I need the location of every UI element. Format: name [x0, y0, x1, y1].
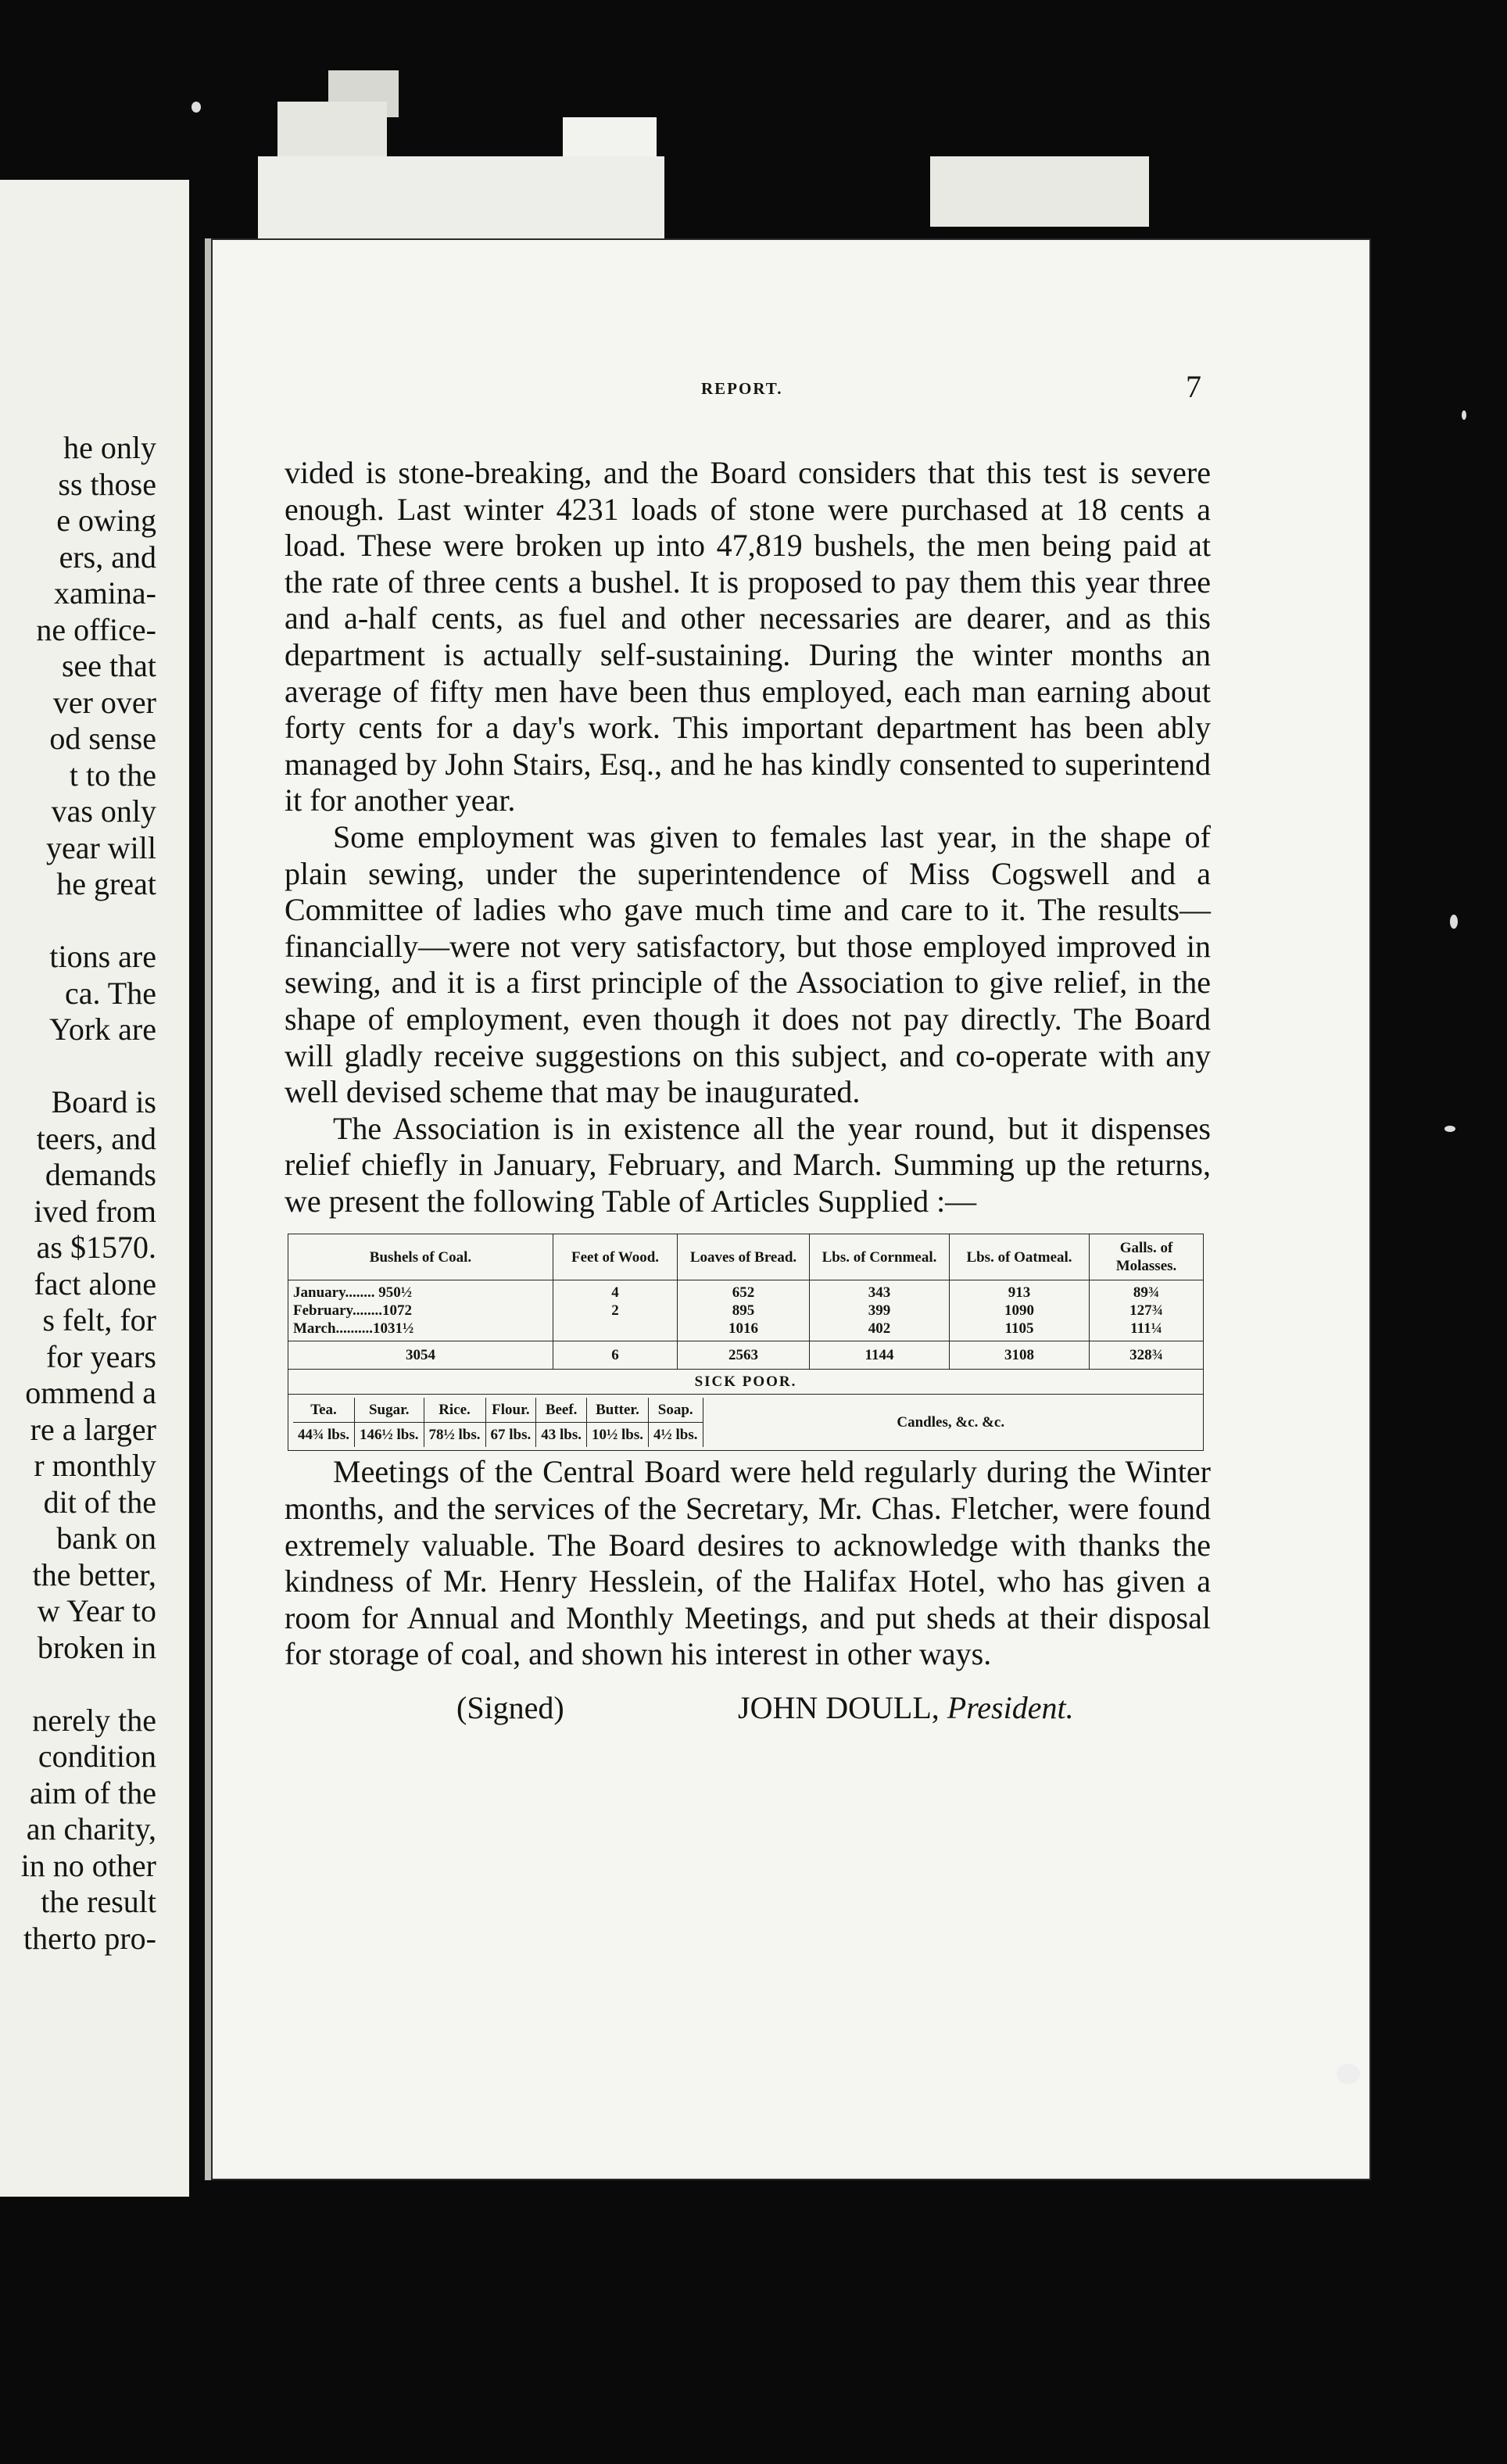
articles-supplied-table — [288, 1234, 1204, 1451]
signatory — [738, 1690, 1074, 1727]
sick-item-beef — [536, 1398, 587, 1447]
sick-poor-label-row — [288, 1370, 1204, 1395]
left-page-line: for years — [45, 1338, 156, 1374]
page-edge — [258, 156, 664, 242]
table-value: 1016 — [728, 1320, 758, 1338]
sick-item-label: Tea. — [293, 1398, 354, 1423]
table-value: 343 — [868, 1284, 891, 1302]
left-page-line: tions are — [49, 939, 156, 974]
film-speck — [1450, 915, 1458, 929]
table-value: 1105 — [1004, 1320, 1034, 1338]
sick-item-soap — [649, 1398, 703, 1447]
sick-item-rice — [424, 1398, 486, 1447]
table-value: 1090 — [1004, 1302, 1034, 1320]
table-value: 4 — [611, 1284, 619, 1302]
sick-item-value: 67 lbs. — [490, 1427, 532, 1444]
running-title: REPORT. — [701, 379, 783, 398]
col-header-oatmeal: Lbs. of Oatmeal. — [950, 1234, 1090, 1280]
col-header-wood: Feet of Wood. — [553, 1234, 678, 1280]
month-march: March..........1031½ — [293, 1320, 414, 1338]
paragraph-stone-breaking: vided is stone-breaking, and the Board considers that this test is severe enough. Last winter 4231 loads of stone were purchased at 18 cents a load. These were broken up into 47,819 bushels, the men being paid at the rate of three cents a bushel. It is proposed to pay them this year three and a-half cents, as fuel and other necessaries are dearer, and as this department is actually self-sustaining. During the winter months an average of fifty men have been thus employed, each man earning about forty cents for a day's work. This important department has been ably managed by John Stairs, Esq., and he has kindly consented to superintend it for another year. — [285, 455, 1211, 818]
signatory-title: President. — [947, 1690, 1074, 1726]
paragraph-female-employment: Some employment was given to females last year, in the shape of plain sewing, under the superintendence of Miss Cogswell and a Committee of ladies who gave much time and care to it. The results—financially—were not very satisfactory, but those employed improved in sewing, and it is a first principle of the Association to give relief, in the shape of employment, even though it does not pay directly. The Board will gladly receive suggestions on this subject, and co-operate with any well devised scheme that may be inaugurated. — [285, 818, 1211, 1110]
left-page-line: York are — [48, 1012, 156, 1047]
left-page-line: bank on — [56, 1520, 156, 1556]
left-page-line: the better, — [32, 1556, 156, 1592]
left-page-line: Board is — [51, 1084, 156, 1119]
sick-item-butter — [587, 1398, 649, 1447]
table-value: 2 — [611, 1302, 619, 1320]
sick-poor-label: SICK POOR. — [288, 1370, 1204, 1395]
signatory-name: JOHN DOULL, — [738, 1690, 940, 1726]
left-page-line: year will — [45, 829, 156, 865]
left-page-line: w Year to — [37, 1593, 156, 1628]
left-page-line: ca. The — [65, 975, 156, 1011]
left-page-line: condition — [38, 1739, 156, 1774]
left-page-line: he only — [63, 430, 156, 465]
total-oatmeal: 3108 — [950, 1341, 1090, 1370]
film-speck — [1444, 1126, 1455, 1132]
left-page-line: nerely the — [32, 1702, 156, 1738]
sick-item-sugar — [355, 1398, 424, 1447]
film-speck — [192, 102, 201, 113]
table-header-row — [288, 1234, 1204, 1280]
sick-item-label: Beef. — [536, 1398, 586, 1423]
left-page-line: ver over — [52, 684, 156, 720]
paragraph-articles-intro: The Association is in existence all the year round, but it dispenses relief chiefly in January, February, and March. Summing up the returns, we present the following Table of Articles Supplied :— — [285, 1110, 1211, 1219]
left-page-fragment — [0, 180, 189, 2197]
col-header-cornmeal: Lbs. of Cornmeal. — [810, 1234, 950, 1280]
left-page-line: broken in — [37, 1629, 156, 1665]
left-page-line: ers, and — [59, 539, 156, 575]
left-page-line: xamina- — [53, 575, 156, 611]
total-coal: 3054 — [288, 1341, 553, 1370]
col-header-bread: Loaves of Bread. — [678, 1234, 810, 1280]
bread-cell — [678, 1280, 810, 1341]
page-edge — [930, 156, 1149, 227]
table-value: 399 — [868, 1302, 891, 1320]
left-page-line: fact alone — [34, 1266, 156, 1302]
left-page-line: e owing — [56, 503, 156, 538]
left-page-line — [0, 1048, 156, 1085]
molasses-cell — [1090, 1280, 1204, 1341]
cornmeal-cell — [810, 1280, 950, 1341]
total-molasses: 328¾ — [1090, 1341, 1204, 1370]
signed-label: (Signed) — [456, 1690, 564, 1726]
sick-item-label: Butter. — [587, 1398, 648, 1423]
sick-item-value: 4½ lbs. — [653, 1427, 698, 1444]
left-page-line: t to the — [69, 757, 156, 793]
sick-poor-items — [293, 1398, 1198, 1447]
sick-item-value: 10½ lbs. — [592, 1427, 643, 1444]
candles-note: Candles, &c. &c. — [897, 1414, 1005, 1431]
signature-line — [285, 1690, 1211, 1729]
report-page — [211, 238, 1371, 2180]
left-page-line: teers, and — [36, 1120, 156, 1156]
left-page-line: therto pro- — [23, 1920, 156, 1956]
col-header-molasses: Galls. of Molasses. — [1090, 1234, 1204, 1280]
left-page-line: ommend a — [25, 1375, 156, 1410]
sick-item-value: 44¾ lbs. — [298, 1427, 349, 1444]
left-page-line — [0, 1666, 156, 1703]
left-page-line: ss those — [58, 466, 156, 502]
months-coal-cell — [288, 1280, 553, 1341]
film-speck — [1337, 2064, 1360, 2084]
oatmeal-cell — [950, 1280, 1090, 1341]
left-page-line: the result — [41, 1884, 156, 1919]
sick-item-tea — [293, 1398, 355, 1447]
left-page-line: re a larger — [30, 1411, 156, 1447]
table-value: 127¾ — [1129, 1302, 1163, 1320]
sick-item-label: Soap. — [649, 1398, 703, 1423]
sick-item-label: Flour. — [486, 1398, 536, 1423]
sick-poor-cell — [288, 1395, 1204, 1451]
left-page-line — [0, 903, 156, 940]
left-page-line: dit of the — [43, 1484, 156, 1520]
sick-item-label: Rice. — [424, 1398, 485, 1423]
table-value: 111¼ — [1130, 1320, 1162, 1338]
paragraph-meetings: Meetings of the Central Board were held regularly during the Winter months, and the services of the Secretary, Mr. Chas. Fletcher, were found extremely valuable. The Board desires to acknowledge with thanks the kindness of Mr. Henry Hesslein, of the Halifax Hotel, who has given a room for Annual and Monthly Meetings, and put sheds at their disposal for storage of coal, and shown his interest in other ways. — [285, 1454, 1211, 1672]
film-speck — [1462, 410, 1466, 420]
left-page-line: ived from — [34, 1193, 156, 1229]
table-value: 89¾ — [1133, 1284, 1160, 1302]
sick-item-label: Sugar. — [355, 1398, 424, 1423]
col-header-coal: Bushels of Coal. — [288, 1234, 553, 1280]
table-row — [288, 1280, 1204, 1341]
total-bread: 2563 — [678, 1341, 810, 1370]
left-page-line: vas only — [51, 793, 156, 829]
wood-cell — [553, 1280, 678, 1341]
left-page-line: r monthly — [34, 1448, 156, 1483]
sick-item-flour — [486, 1398, 537, 1447]
table-value: 402 — [868, 1320, 891, 1338]
page-body — [285, 455, 1211, 1729]
left-page-line: s felt, for — [42, 1302, 156, 1338]
month-january: January........ 950½ — [293, 1284, 413, 1302]
sick-poor-row — [288, 1395, 1204, 1451]
left-page-line: as $1570. — [36, 1230, 156, 1265]
table-value: 895 — [732, 1302, 755, 1320]
left-page-text — [0, 430, 156, 1957]
sick-item-value: 78½ lbs. — [428, 1427, 481, 1444]
left-page-line: ne office- — [36, 611, 156, 647]
left-page-line: an charity, — [26, 1811, 156, 1846]
table-value: 913 — [1008, 1284, 1031, 1302]
table-value — [558, 1320, 672, 1338]
left-page-line: in no other — [20, 1847, 156, 1883]
totals-row — [288, 1341, 1204, 1370]
table-value: 652 — [732, 1284, 755, 1302]
left-page-line: aim of the — [29, 1775, 156, 1810]
total-cornmeal: 1144 — [810, 1341, 950, 1370]
page-number: 7 — [1186, 369, 1201, 404]
month-february: February........1072 — [293, 1302, 412, 1320]
total-wood: 6 — [553, 1341, 678, 1370]
left-page-line: demands — [45, 1157, 156, 1192]
sick-item-value: 146½ lbs. — [360, 1427, 419, 1444]
left-page-line: see that — [61, 648, 156, 683]
left-page-line: he great — [56, 866, 156, 901]
sick-item-value: 43 lbs. — [541, 1427, 582, 1444]
left-page-line: od sense — [49, 721, 156, 756]
